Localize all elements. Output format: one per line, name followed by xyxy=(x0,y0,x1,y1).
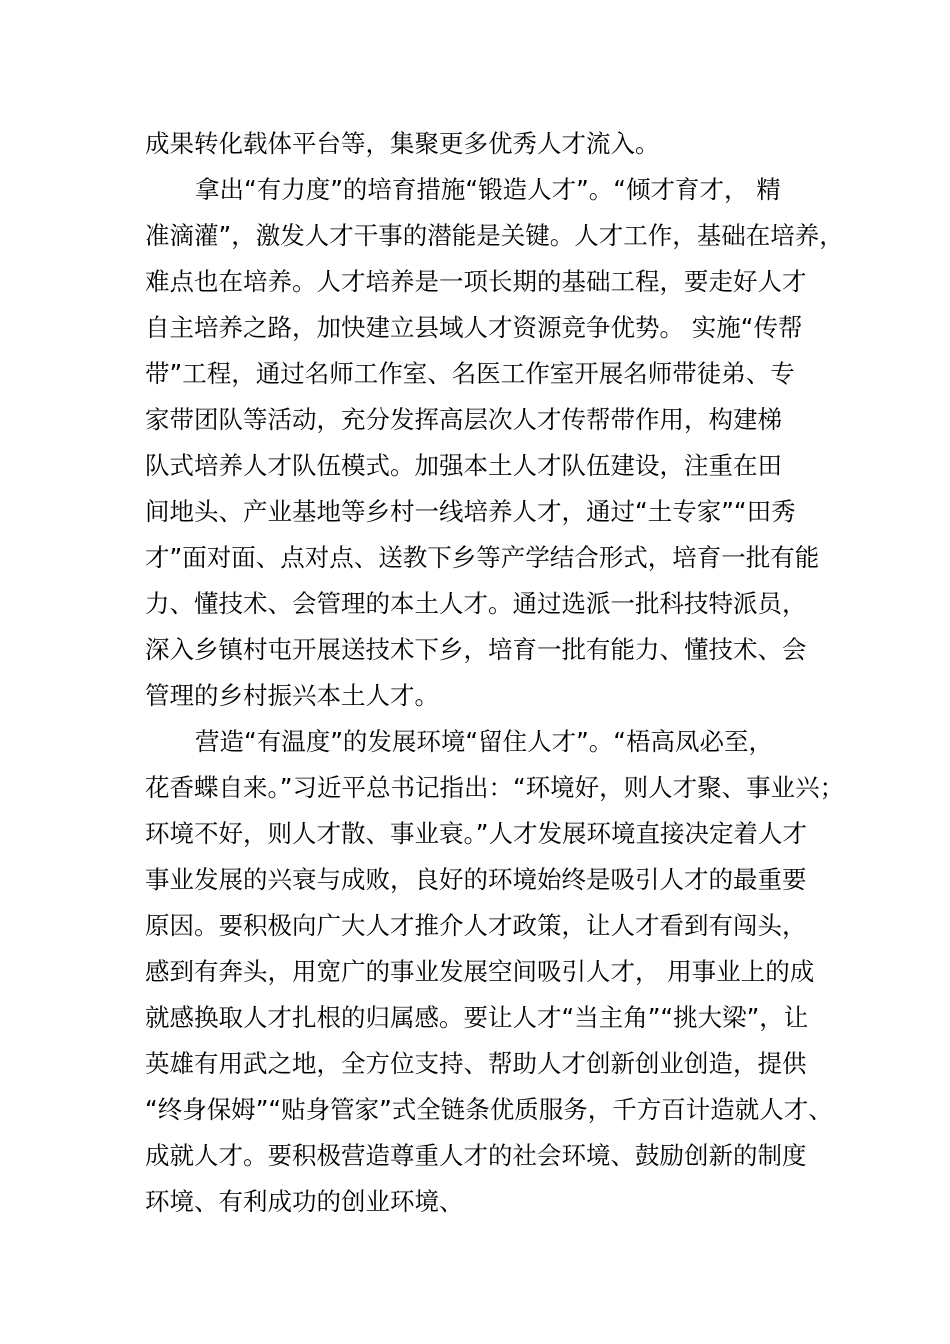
text-line: 管理的乡村振兴本土人才。 xyxy=(145,681,439,710)
text-line: 就感换取人才扎根的归属感。要让人才“当主角”“挑大梁”，让 xyxy=(145,1003,809,1032)
text-line: 间地头、产业基地等乡村一线培养人才，通过“土专家”“田秀 xyxy=(145,497,796,526)
text-line: 难点也在培养。人才培养是一项长期的基础工程，要走好人才 xyxy=(145,267,807,296)
text-line: 自主培养之路，加快建立县域人才资源竞争优势。 实施“传帮 xyxy=(145,313,803,342)
text-line: 准滴灌”，激发人才干事的潜能是关键。人才工作，基础在培养， xyxy=(145,221,844,250)
paragraph-start-line: 拿出“有力度”的培育措施“锻造人才”。“倾才育才， 精 xyxy=(195,175,781,204)
text-line: 事业发展的兴衰与成败，良好的环境始终是吸引人才的最重要 xyxy=(145,865,807,894)
text-line: 感到有奔头，用宽广的事业发展空间吸引人才， 用事业上的成 xyxy=(145,957,815,986)
text-line: 才”面对面、点对点、送教下乡等产学结合形式，培育一批有能 xyxy=(145,543,820,572)
text-line: 家带团队等活动，充分发挥高层次人才传帮带作用，构建梯 xyxy=(145,405,782,434)
text-line: 力、懂技术、会管理的本土人才。通过选派一批科技特派员， xyxy=(145,589,807,618)
body-text xyxy=(145,121,845,1225)
paragraph-start-line: 营造“有温度”的发展环境“留住人才”。“梧高凤必至， xyxy=(195,727,773,756)
text-line: 深入乡镇村屯开展送技术下乡，培育一批有能力、懂技术、会 xyxy=(145,635,807,664)
text-line: 英雄有用武之地，全方位支持、帮助人才创新创业创造，提供 xyxy=(145,1049,807,1078)
text-line: 队式培养人才队伍模式。加强本土人才队伍建设，注重在田 xyxy=(145,451,782,480)
text-line: 成就人才。要积极营造尊重人才的社会环境、鼓励创新的制度 xyxy=(145,1141,807,1170)
text-line: 带”工程，通过名师工作室、名医工作室开展名师带徒弟、专 xyxy=(145,359,795,388)
text-line: 环境不好，则人才散、事业衰。”人才发展环境直接决定着人才 xyxy=(145,819,807,848)
text-line: 花香蝶自来。”习近平总书记指出：“环境好，则人才聚、事业兴； xyxy=(145,773,845,802)
text-line: 成果转化载体平台等，集聚更多优秀人才流入。 xyxy=(145,129,660,158)
text-line: 原因。要积极向广大人才推介人才政策，让人才看到有闯头， xyxy=(145,911,807,940)
text-line: “终身保姆”“贴身管家”式全链条优质服务，千方百计造就人才、 xyxy=(145,1095,833,1124)
text-line: 环境、有利成功的创业环境、 xyxy=(145,1187,464,1216)
